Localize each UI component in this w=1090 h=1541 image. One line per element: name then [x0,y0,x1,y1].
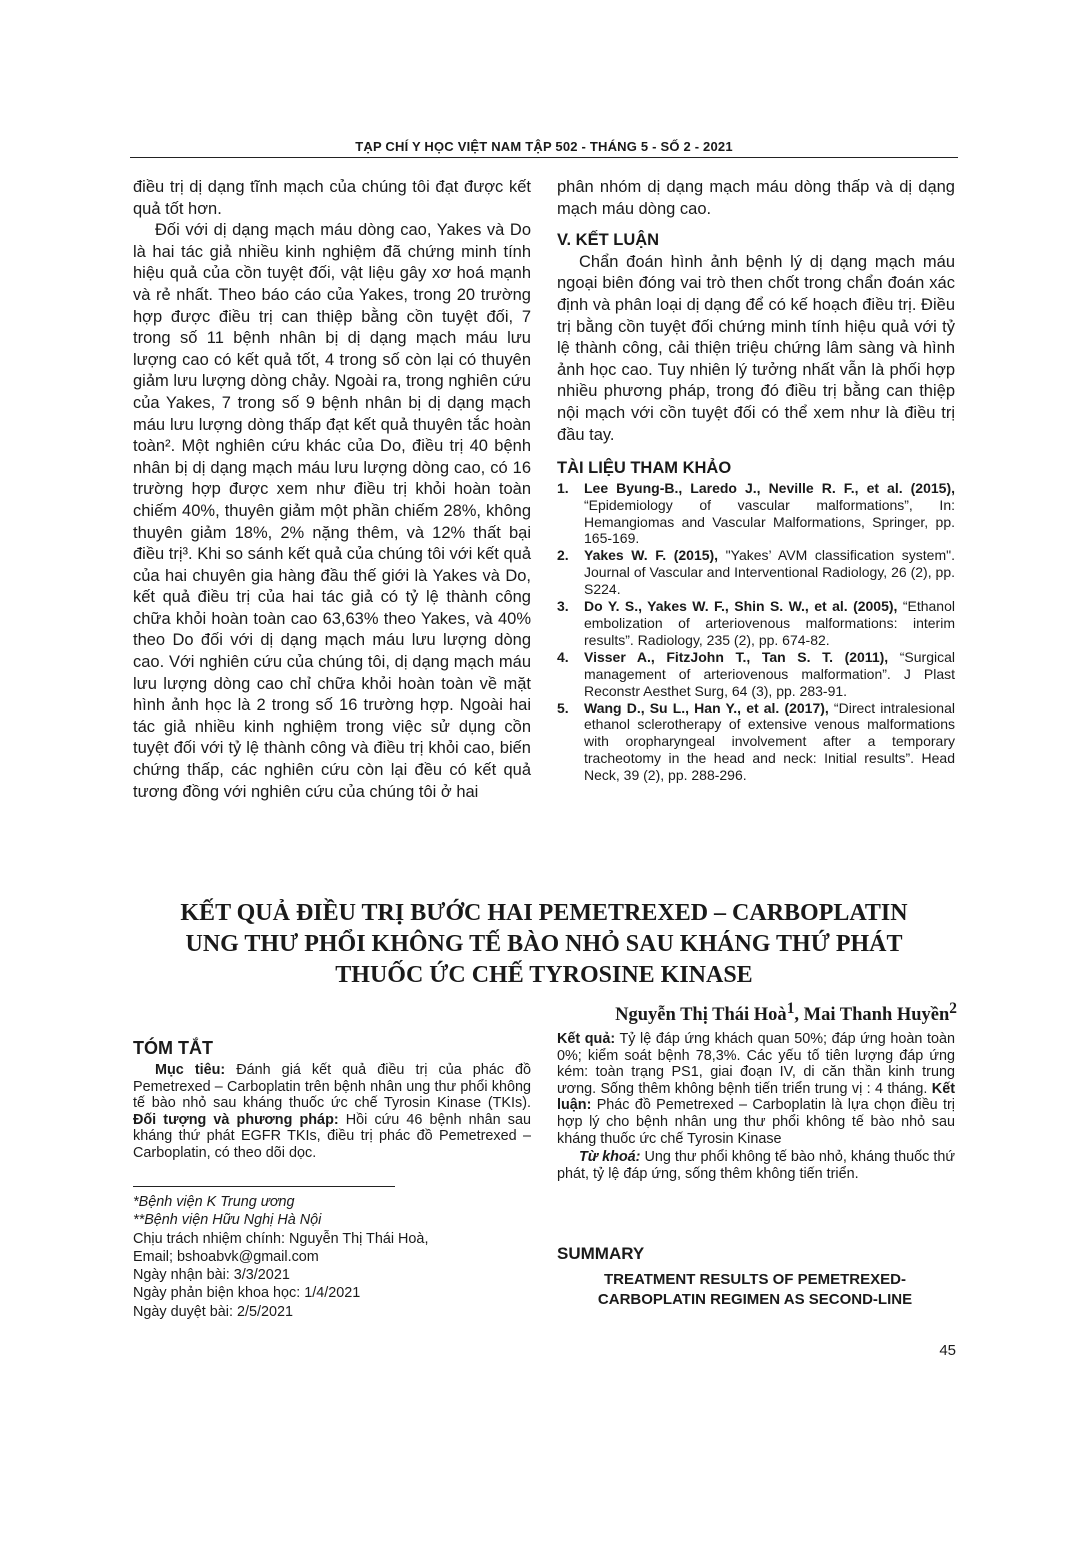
affiliation-mark: 1 [786,1000,795,1017]
conclusion-label: Kết luận: [557,1080,955,1114]
reference-authors: Wang D., Su L., Han Y., et al. (2017), [584,699,829,716]
abstract-right [557,1031,955,1182]
title-line: THUỐC ỨC CHẾ TYROSINE KINASE [335,962,753,988]
keywords-label: Từ khoá: [579,1149,641,1166]
reference-item [557,598,955,649]
reference-authors: Do Y. S., Yakes W. F., Shin S. W., et al. (2005), [584,598,898,615]
methods-label: Đối tượng và phương pháp: [133,1111,339,1128]
english-title-line: TREATMENT RESULTS OF PEMETREXED- [604,1271,906,1288]
reference-text: “Epidemiology of vascular malformations”, In: Hemangiomas and Vascular Malformations, Springer, pp. 165-169. [584,496,955,547]
reference-authors: Yakes W. F. (2015), [584,547,719,564]
date-received: Ngày nhận bài: 3/3/2021 [133,1267,290,1284]
footnotes [133,1193,428,1321]
reference-text: “Direct intralesional ethanol sclerotherapy of extensive venous malformations with oropharyngeal involvement after a temporary tracheotomy in the head and neck: Initial results”. Head Neck, 39 (2), pp. 288-296. [584,699,955,784]
paragraph: điều trị dị dạng tĩnh mạch của chúng tôi đạt được kết quả tốt hơn. [133,178,531,218]
email: Email; bshoabvk@gmail.com [133,1248,319,1265]
title-line: KẾT QUẢ ĐIỀU TRỊ BƯỚC HAI PEMETREXED – CARBOPLATIN [180,900,908,926]
reference-item [557,700,955,785]
title-line: UNG THƯ PHỔI KHÔNG TẾ BÀO NHỎ SAU KHÁNG THỨ PHÁT [185,931,903,957]
results-text: Tỷ lệ đáp ứng khách quan 50%; đáp ứng hoàn toàn 0%; kiểm soát bệnh 78,3%. Các yếu tố tiên lượng đáp ứng kém: toàn trạng PS1, giai đoạn IV, di căn thần kinh trung ương. Sống thêm không bệnh tiến triển trung vị : 4 tháng. [557,1031,955,1097]
reference-authors: Visser A., FitzJohn T., Tan S. T. (2011), [584,648,889,665]
abstract-heading: TÓM TẮT [133,1038,213,1058]
author-separator: , [794,1005,804,1026]
author-name: Mai Thanh Huyền [803,1005,950,1026]
conclusion-text: Phác đồ Pemetrexed – Carboplatin là lựa chọn điều trị hợp lý cho bệnh nhân ung thư phổi không tế bào nhỏ sau kháng thuốc ức chế Tyrosin Kinase [557,1097,955,1147]
header-rule [130,157,958,158]
affiliation-1: *Bệnh viện K Trung ương [133,1194,295,1210]
date-reviewed: Ngày phản biện khoa học: 1/4/2021 [133,1285,361,1302]
english-title [540,1270,970,1309]
author-name: Nguyễn Thị Thái Hoà [615,1005,787,1026]
reference-list [557,480,955,784]
reference-number: 2. [557,547,569,564]
responsible-author: Chịu trách nhiệm chính: Nguyễn Thị Thái Hoà, [133,1230,429,1247]
results-label: Kết quả: [557,1031,616,1047]
reference-number: 5. [557,699,569,716]
reference-text: “Surgical management of arteriovenous malformation”. J Plast Reconstr Aesthet Surg, 64 (3), pp. 283-91. [584,648,955,699]
abstract-left [133,1062,531,1162]
author-line [615,1000,957,1026]
date-approved: Ngày duyệt bài: 2/5/2021 [133,1303,294,1320]
reference-text: "Yakes’ AVM classification system". Journal of Vascular and Interventional Radiology, 26 (2), pp. S224. [584,547,955,598]
reference-number: 3. [557,598,569,615]
paragraph: phân nhóm dị dạng mạch máu dòng thấp và dị dạng mạch máu dòng cao. [557,178,955,218]
reference-number: 1. [557,479,569,496]
reference-number: 4. [557,648,569,665]
article-title [110,898,978,991]
objective-label: Mục tiêu: [155,1062,226,1078]
methods-text: Hồi cứu 46 bệnh nhân sau kháng thứ phát EGFR TKIs, điều trị phác đồ Pemetrexed – Carboplatin, có theo dõi dọc. [133,1111,532,1161]
references-heading: TÀI LIỆU THAM KHẢO [557,459,732,478]
reference-authors: Lee Byung-B., Laredo J., Neville R. F., et al. (2015), [584,479,955,496]
summary-heading: SUMMARY [557,1244,645,1263]
section-heading-conclusion: V. KẾT LUẬN [557,231,660,250]
page-number: 45 [939,1342,956,1359]
paragraph: Đối với dị dạng mạch máu dòng cao, Yakes và Do là hai tác giả nhiều kinh nghiệm đã chứng minh tính hiệu quả của cồn tuyệt đối, vật liệu gây xơ hoá mạnh và rẻ nhất. Theo báo cáo của Yakes, trong 20 trường hợp được điều trị can thiệp bằng cồn tuyệt đối, 7 trong số 11 bệnh nhân bị dị dạng mạch máu lưu lượng cao có kết quả tốt, 4 trong số còn lại có thuyên giảm lưu lượng dòng chảy. Ngoài ra, trong nghiên cứu của Yakes, 7 trong số 9 bệnh nhân bị dị dạng mạch máu lưu lượng dòng thấp đạt kết quả thuyên tắc hoàn toàn². Một nghiên cứu khác của Do, điều trị 40 bệnh nhân bị dị dạng mạch máu lưu lượng dòng cao, có 16 trường hợp được xem như điều trị khỏi hoàn toàn chiếm 40%, thuyên giảm một phần chiếm 28%, không thuyên giảm 18%, 2% nặng thêm, và 12% thất bại điều trị³. Khi so sánh kết quả của chúng tôi với kết quả của hai chuyên gia hàng đầu thế giới là Yakes và Do, kết quả điều trị của hai tác giả có tỷ lệ thành công chữa khỏi hoàn toàn cao 63,63% theo Yakes, và 40% theo Do đối với dị dạng mạch máu lưu lượng dòng cao. Với nghiên cứu của chúng tôi, dị dạng mạch máu lưu lượng dòng cao chỉ chữa khỏi hoàn toàn về mặt hình ảnh học là 2 trong số 16 trường hợp. Ngoài hai tác giả nhiều kinh nghiệm trong việc sử dụng cồn tuyệt đối với tỷ lệ thành công và điều trị khỏi cao, biến chứng thấp, các nghiên cứu còn lại đều có kết quả tương đồng với nghiên cứu của chúng tôi ở hai [133,221,531,801]
right-column [557,177,955,784]
footnote-rule [133,1186,395,1187]
paragraph: Chẩn đoán hình ảnh bệnh lý dị dạng mạch máu ngoại biên đóng vai trò then chốt trong chẩn đoán xác định và phân loại dị dạng để có kế hoạch điều trị. Điều trị bằng cồn tuyệt đối chứng minh tính hiệu quả với tỷ lệ thành công, cải thiện triệu chứng lâm sàng và hình ảnh học cao. Tuy nhiên lý tưởng nhất vẫn là phối hợp nhiều phương pháp, trong đó điều trị bằng can thiệp nội mạch với cồn tuyệt đối có thể xem như là điều trị đầu tay. [557,252,955,444]
reference-item [557,649,955,700]
keywords [557,1149,955,1182]
reference-item [557,547,955,598]
reference-item [557,480,955,548]
objective-text: Đánh giá kết quả điều trị của phác đồ Pemetrexed – Carboplatin trên bệnh nhân ung thư phổi không tế bào nhỏ sau kháng thuốc ức chế Tyrosin Kinase (TKIs). [133,1062,531,1112]
affiliation-2: **Bệnh viện Hữu Nghị Hà Nội [133,1212,322,1229]
keywords-text: Ung thư phổi không tế bào nhỏ, kháng thuốc thứ phát, tỷ lệ đáp ứng, sống thêm không tiến triển. [557,1149,955,1182]
reference-text: “Ethanol embolization of arteriovenous malformations: interim results”. Radiology, 235 (2), pp. 674-82. [584,598,955,648]
left-column [133,177,531,803]
journal-header: TẠP CHÍ Y HỌC VIỆT NAM TẬP 502 - THÁNG 5 - SỐ 2 - 2021 [355,139,733,154]
affiliation-mark: 2 [949,1000,957,1017]
english-title-line: CARBOPLATIN REGIMEN AS SECOND-LINE [597,1290,913,1308]
